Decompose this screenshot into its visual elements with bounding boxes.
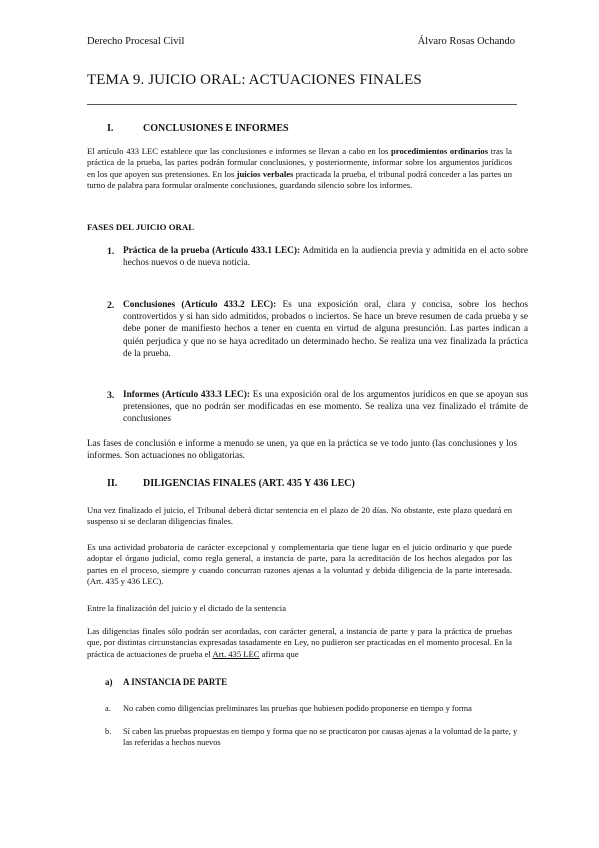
phase-2-number: 2. <box>107 300 115 311</box>
subsection-number: a) <box>105 677 113 687</box>
section-1-heading: CONCLUSIONES E INFORMES <box>143 123 289 134</box>
text-run: practicada la prueba, el tribunal podrá conceder a las partes un turno de palabra para formular oralmente conclusiones, guardando silencio sobre los informes. <box>87 168 512 190</box>
title-divider <box>87 104 517 105</box>
law-reference-link[interactable]: Art. 435 LEC <box>212 648 260 659</box>
phase-2-text <box>123 299 528 360</box>
phase-2-desc: Es una exposición oral, clara y concisa, sobre los hechos controvertidos y si han sido admitidos, probados o inciertos. Se hace un breve resumen de cada prueba y se debe poner de manifiesto hechos a tener en cuenta en virtud de alguna presunción. Las partes indican a quién perjudica y que no se haya acreditado un determinado hecho. Se realiza una vez finalizada la práctica de la prueba. <box>123 300 528 359</box>
phases-closing: Las fases de conclusión e informe a menudo se unen, ya que en la práctica se ve todo junto (las conclusiones y los informes. Son actuaciones no obligatorias. <box>87 439 517 462</box>
phase-1-number: 1. <box>107 246 115 257</box>
section-2-paragraph-3: Entre la finalización del juicio y el dictado de la sentencia <box>87 603 287 613</box>
list-marker-b: b. <box>105 727 112 736</box>
list-marker-a: a. <box>105 704 111 713</box>
phase-3-title: Informes (Artículo 433.3 LEC): <box>123 390 250 400</box>
section-1-paragraph <box>87 146 512 191</box>
text-run: Las diligencias finales sólo podrán ser acordadas, con carácter general, a instancia de parte y para la práctica de pruebas que, por distintas circunstancias expresadas tasadamente en Ley, no pudieron ser practicadas en el momento procesal. En la práctica de actuaciones de prueba el <box>87 626 512 659</box>
phase-1-desc: Admitida en la audiencia previa y admitida en el acto sobre hechos nuevos o de nueva noticia. <box>123 246 528 269</box>
text-run: El artículo 433 LEC establece que las conclusiones e informes se llevan a cabo en los <box>87 146 392 156</box>
section-2-heading: DILIGENCIAS FINALES (ART. 435 Y 436 LEC) <box>143 478 355 489</box>
section-2-paragraph-4 <box>87 626 512 660</box>
phases-heading: FASES DEL JUICIO ORAL <box>87 222 195 232</box>
section-2-paragraph-2: Es una actividad probatoria de carácter excepcional y complementaria que tiene lugar en el juicio ordinario y que puede adoptar el órgano judicial, como regla general, a instancia de parte, para la acreditación de los hechos alegados por las partes en el proceso, siempre y cuando concurran razones ajenas a la voluntad y debida diligencia de la parte interesada. (Art. 435 y 436 LEC). <box>87 542 512 586</box>
section-2-number: II. <box>107 478 118 489</box>
bold-run: procedimientos ordinarios <box>391 146 489 156</box>
phase-3-text <box>123 389 528 426</box>
bold-run: juicios verbales <box>236 168 294 179</box>
phase-3-desc: Es una exposición oral de los argumentos jurídicos en que se apoyan sus pretensiones, que no podrán ser modificadas en ese momento. Se realiza una vez finalizado el trámite de conclusiones <box>123 390 528 425</box>
phase-2-title: Conclusiones (Artículo 433.2 LEC): <box>123 300 277 310</box>
text-run: tras la práctica de la prueba, las partes podrán formular conclusiones, y posteriormente, informar sobre los argumentos jurídicos en los que apoyen sus pretensiones. En los <box>87 146 512 179</box>
phase-1-title: Práctica de la prueba (Artículo 433.1 LEC): <box>123 246 301 256</box>
header-course: Derecho Procesal Civil <box>87 36 185 47</box>
text-run: afirma que <box>259 648 299 659</box>
section-1-number: I. <box>107 123 114 134</box>
section-2-paragraph-1: Una vez finalizado el juicio, el Tribunal deberá dictar sentencia en el plazo de 20 días. No obstante, este plazo quedará en suspenso si se declaran diligencias finales. <box>87 505 512 527</box>
list-item-b: Sí caben las pruebas propuestas en tiempo y forma que no se practicaron por causas ajenas a la voluntad de la parte, y las referidas a hechos nuevos <box>123 727 518 747</box>
page-title: TEMA 9. JUICIO ORAL: ACTUACIONES FINALES <box>87 72 422 88</box>
list-item-a: No caben como diligencias preliminares las pruebas que hubiesen podido proponerse en tiempo y forma <box>123 704 472 713</box>
phase-1-text <box>123 245 528 269</box>
subsection-heading: A INSTANCIA DE PARTE <box>123 677 228 687</box>
phase-3-number: 3. <box>107 390 115 401</box>
header-author: Álvaro Rosas Ochando <box>417 36 515 47</box>
